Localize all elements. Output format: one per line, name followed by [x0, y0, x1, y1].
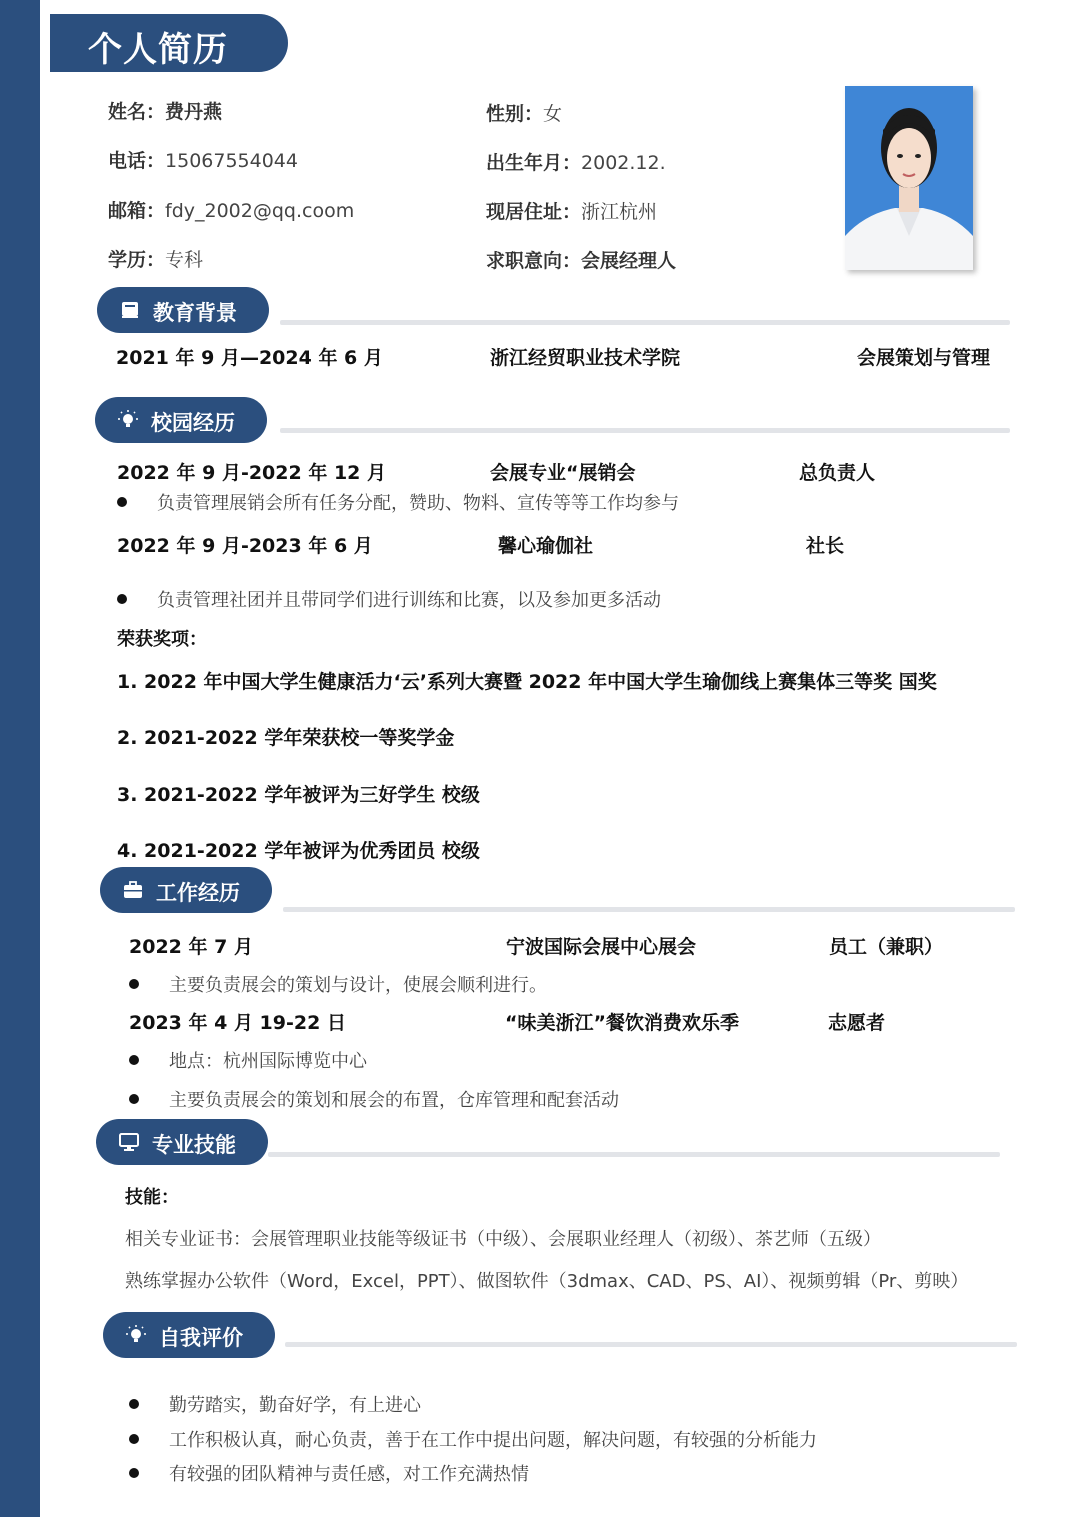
- work-2-bullet: 主要负责展会的策划和展会的布置，仓库管理和配套活动: [129, 1086, 619, 1112]
- section-divider: [283, 907, 1015, 912]
- work-1-role: 员工（兼职）: [829, 936, 944, 958]
- portrait-illustration: [845, 86, 973, 270]
- section-self-eval-header: [103, 1312, 275, 1358]
- self-eval-item: 工作积极认真，耐心负责，善于在工作中提出问题，解决问题，有较强的分析能力: [129, 1426, 817, 1452]
- campus-2-role: 社长: [806, 535, 845, 557]
- name-row: 姓名：费丹燕: [108, 101, 223, 123]
- address-value: 浙江杭州: [581, 201, 658, 223]
- email-value: fdy_2002@qq.coom: [165, 200, 355, 222]
- self-eval-item: 有较强的团队精神与责任感，对工作充满热情: [129, 1460, 529, 1486]
- section-campus-header: [95, 397, 267, 443]
- section-divider: [280, 320, 1010, 325]
- phone-row: 电话：15067554044: [108, 150, 298, 172]
- book-icon: [119, 299, 141, 321]
- work-2-bullet: 地点：杭州国际博览中心: [129, 1047, 367, 1073]
- lightbulb-icon: [117, 409, 139, 431]
- bullet-dot: [129, 1094, 139, 1104]
- award-item: 4. 2021-2022 学年被评为优秀团员 校级: [117, 840, 480, 862]
- award-item: 1. 2022 年中国大学生健康活力‘云’系列大赛暨 2022 年中国大学生瑜伽线上赛集体三等奖 国奖: [117, 671, 937, 693]
- section-education-title: 教育背景: [153, 301, 237, 325]
- section-divider: [285, 1342, 1017, 1347]
- campus-2-period: 2022 年 9 月-2023 年 6 月: [117, 535, 373, 557]
- skills-software: 熟练掌握办公软件（Word，Excel，PPT）、做图软件（3dmax、CAD、PS、AI）、视频剪辑（Pr、剪映）: [125, 1271, 969, 1292]
- award-item: 2. 2021-2022 学年荣获校一等奖学金: [117, 727, 455, 749]
- campus-2-org: 馨心瑜伽社: [498, 535, 594, 557]
- education-level-value: 专科: [165, 249, 204, 271]
- skills-certificates: 相关专业证书：会展管理职业技能等级证书（中级）、会展职业经理人（初级）、茶艺师（五级）: [125, 1229, 881, 1250]
- monitor-icon: [118, 1131, 140, 1153]
- birth-value: 2002.12.: [581, 152, 666, 174]
- lightbulb-icon: [125, 1324, 147, 1346]
- awards-label: 荣获奖项：: [117, 629, 207, 650]
- birth-row: 出生年月：2002.12.: [486, 152, 666, 174]
- section-work-header: [100, 867, 272, 913]
- briefcase-icon: [122, 879, 144, 901]
- bullet-dot: [129, 1468, 139, 1478]
- work-1-org: 宁波国际会展中心展会: [506, 936, 697, 958]
- education-period: 2021 年 9 月—2024 年 6 月: [116, 347, 383, 369]
- section-campus-title: 校园经历: [151, 411, 235, 435]
- bullet-dot: [129, 1399, 139, 1409]
- work-1-period: 2022 年 7 月: [129, 936, 253, 958]
- bullet-dot: [129, 1434, 139, 1444]
- name-value: 费丹燕: [165, 101, 223, 123]
- left-sidebar-stripe: [0, 0, 40, 1517]
- job-intent-row: 求职意向：会展经理人: [486, 250, 677, 272]
- campus-1-period: 2022 年 9 月-2022 年 12 月: [117, 462, 386, 484]
- gender-value: 女: [543, 103, 563, 125]
- bullet-dot: [129, 979, 139, 989]
- title-banner: [50, 14, 288, 72]
- bullet-dot: [117, 497, 127, 507]
- education-school: 浙江经贸职业技术学院: [490, 347, 681, 369]
- phone-value: 15067554044: [165, 150, 298, 172]
- work-2-role: 志愿者: [828, 1012, 886, 1034]
- work-2-org: “味美浙江”餐饮消费欢乐季: [505, 1012, 739, 1034]
- bullet-dot: [117, 594, 127, 604]
- education-major: 会展策划与管理: [857, 347, 991, 369]
- section-divider: [268, 1152, 1000, 1157]
- work-2-period: 2023 年 4 月 19-22 日: [129, 1012, 346, 1034]
- self-eval-item: 勤劳踏实，勤奋好学，有上进心: [129, 1391, 421, 1417]
- campus-1-org: 会展专业“展销会: [490, 462, 636, 484]
- section-work-title: 工作经历: [156, 881, 240, 905]
- gender-row: 性别：女: [486, 103, 563, 125]
- bullet-dot: [129, 1055, 139, 1065]
- job-intent-value: 会展经理人: [581, 250, 677, 272]
- campus-1-desc: 负责管理展销会所有任务分配，赞助、物料、宣传等等工作均参与: [117, 489, 679, 515]
- section-skills-title: 专业技能: [152, 1133, 236, 1157]
- skills-label: 技能：: [125, 1187, 179, 1208]
- section-education-header: [97, 287, 269, 333]
- address-row: 现居住址：浙江杭州: [486, 201, 658, 223]
- campus-2-desc: 负责管理社团并且带同学们进行训练和比赛，以及参加更多活动: [117, 586, 661, 612]
- profile-photo: [845, 86, 973, 270]
- section-divider: [280, 428, 1010, 433]
- work-1-bullet: 主要负责展会的策划与设计，使展会顺利进行。: [129, 971, 547, 997]
- section-self-eval-title: 自我评价: [159, 1326, 243, 1350]
- campus-1-role: 总负责人: [799, 462, 876, 484]
- award-item: 3. 2021-2022 学年被评为三好学生 校级: [117, 784, 480, 806]
- page-title: 个人简历: [88, 30, 228, 70]
- section-skills-header: [96, 1119, 268, 1165]
- email-row: 邮箱：fdy_2002@qq.coom: [108, 200, 355, 222]
- education-level-row: 学历：专科: [108, 249, 204, 271]
